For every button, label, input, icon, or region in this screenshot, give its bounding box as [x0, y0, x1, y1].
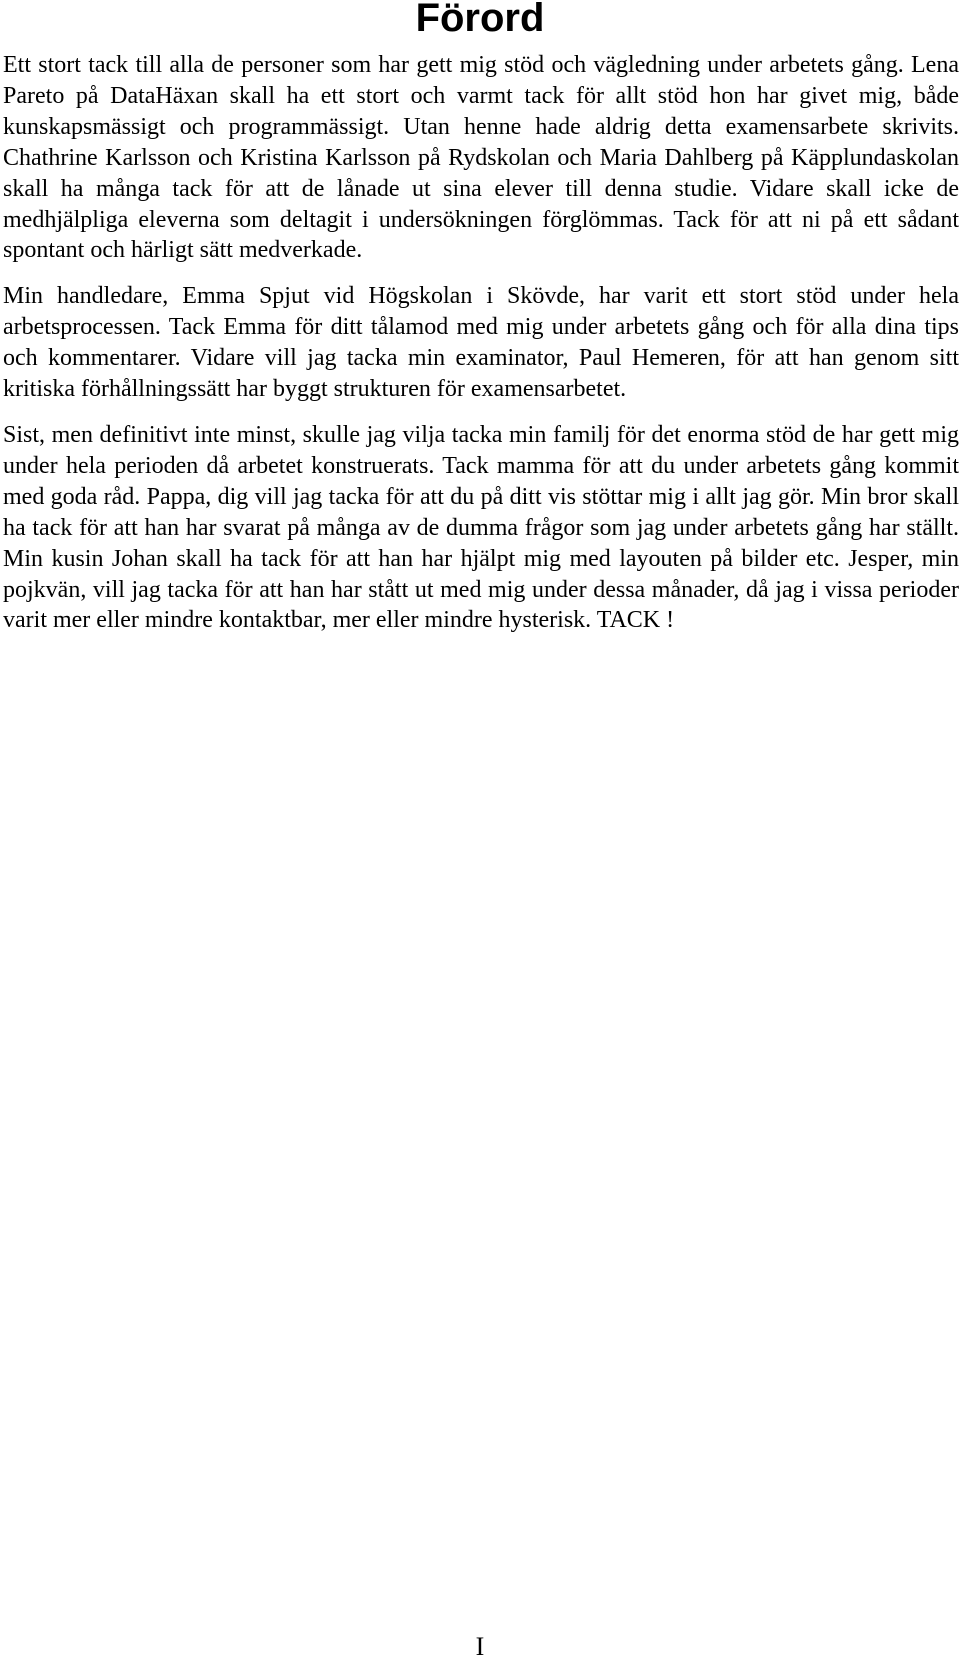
page-title: Förord: [415, 0, 545, 40]
preface-body: [3, 50, 959, 651]
page-number: I: [475, 1632, 485, 1661]
paragraph-family: Sist, men definitivt inte minst, skulle jag vilja tacka min familj för det enorma stöd de har gett mig under hela perioden då arbetet konstruerats. Tack mamma för att du under arbetets gång kommit med goda råd. Pappa, dig vill jag tacka för att du på ditt vis stöttar mig i allt jag gör. Min bror skall ha tack för att han har svarat på många av de dumma frågor som jag under arbetets gång har ställt. Min kusin Johan skall ha tack för att han har hjälpt mig med layouten på bilder etc. Jesper, min pojkvän, vill jag tacka för att han har stått ut med mig under dessa månader, då jag i vissa perioder varit mer eller mindre kontaktbar, mer eller mindre hysterisk. TACK !: [3, 421, 959, 634]
paragraph-supervisor: Min handledare, Emma Spjut vid Högskolan i Skövde, har varit ett stort stöd under hela arbetsprocessen. Tack Emma för ditt tålamod med mig under arbetets gång och för alla dina tips och kommentarer. Vidare vill jag tacka min examinator, Paul Hemeren, för att han genom sitt kritiska förhållningssätt har byggt strukturen för examensarbetet.: [3, 283, 959, 403]
paragraph-acknowledgements: Ett stort tack till alla de personer som har gett mig stöd och vägledning under arbetets gång. Lena Pareto på DataHäxan skall ha ett stort och varmt tack för allt stöd hon har givet mig, både kunskapsmässigt och programmässigt. Utan henne hade aldrig detta examensarbete skrivits. Chathrine Karlsson och Kristina Karlsson på Rydskolan och Maria Dahlberg på Käpplundaskolan skall ha många tack för att de lånade ut sina elever till denna studie. Vidare skall icke de medhjälpliga eleverna som deltagit i undersökningen förglömmas. Tack för att ni på ett sådant spontant och härligt sätt medverkade.: [3, 52, 959, 264]
